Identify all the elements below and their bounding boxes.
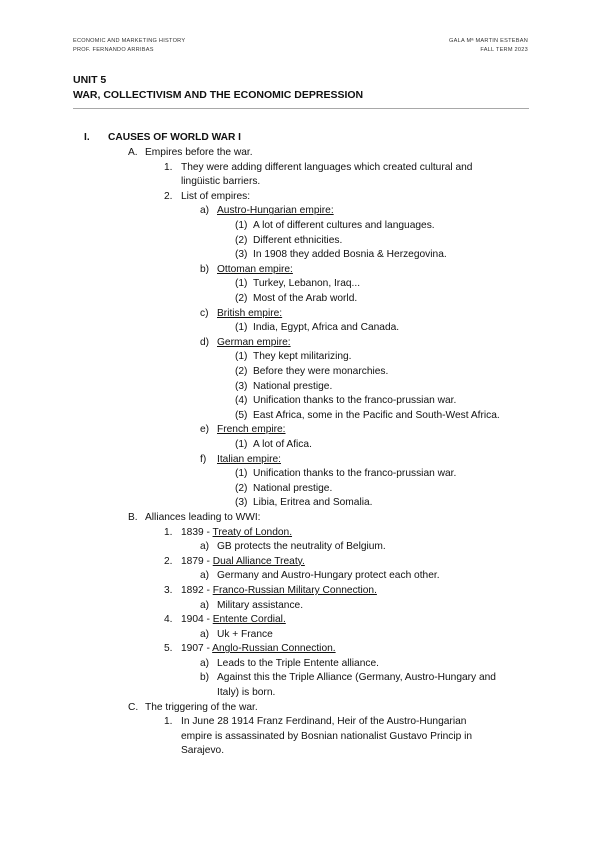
year-prefix: 1907 -	[181, 643, 213, 655]
outline-marker: a)	[200, 657, 210, 669]
outline-item	[0, 540, 600, 555]
underlined-title: Austro-Hungarian empire:	[217, 205, 334, 217]
outline-item	[0, 161, 600, 176]
outline-text	[108, 131, 241, 146]
outline-item	[0, 511, 600, 526]
outline-text	[217, 336, 291, 351]
underlined-title: Treaty of London.	[212, 526, 293, 538]
outline-marker: (1)	[235, 278, 248, 290]
underlined-title: Anglo-Russian Connection.	[212, 643, 336, 655]
outline-item	[0, 248, 600, 263]
outline-marker: f)	[200, 453, 207, 465]
underlined-title: Dual Alliance Treaty.	[212, 555, 305, 567]
underlined-title: French empire:	[217, 424, 286, 436]
outline-text	[253, 482, 332, 497]
outline-marker: (2)	[235, 234, 248, 246]
outline-marker: a)	[200, 599, 210, 611]
item-text: Turkey, Lebanon, Iraq...	[253, 278, 361, 290]
outline-item	[0, 584, 600, 599]
outline-marker: (2)	[235, 293, 248, 305]
outline-item	[0, 394, 600, 409]
outline-text	[253, 496, 372, 511]
outline-text	[253, 219, 435, 234]
outline-item	[0, 263, 600, 278]
outline-item	[0, 131, 600, 146]
year-prefix: 1879 -	[181, 555, 213, 567]
outline-item	[0, 307, 600, 322]
item-text: National prestige.	[253, 482, 333, 494]
outline-text	[253, 409, 500, 424]
outline-marker: A.	[128, 147, 138, 159]
outline-item	[0, 642, 600, 657]
outline-marker: 1.	[164, 716, 173, 728]
item-text: Libia, Eritrea and Somalia.	[253, 497, 373, 509]
outline-marker: (3)	[235, 380, 248, 392]
outline-item	[0, 146, 600, 161]
outline-marker: 2.	[164, 190, 173, 202]
outline-item	[0, 730, 600, 745]
outline-item	[0, 526, 600, 541]
outline-text	[253, 292, 357, 307]
student-name: GALA Mª MARTIN ESTEBAN	[449, 38, 528, 44]
outline-marker: (1)	[235, 438, 248, 450]
outline-item	[0, 292, 600, 307]
outline-text	[253, 277, 360, 292]
outline-item	[0, 569, 600, 584]
outline-text	[181, 161, 472, 176]
outline-text	[217, 628, 273, 643]
outline-text	[217, 453, 281, 468]
outline-item	[0, 234, 600, 249]
outline-text	[217, 657, 379, 672]
outline-marker: (2)	[235, 482, 248, 494]
outline-marker: B.	[128, 511, 138, 523]
student-header	[449, 37, 528, 55]
outline-text	[181, 190, 250, 205]
outline-text	[217, 671, 496, 686]
outline-item	[0, 555, 600, 570]
outline-text	[253, 234, 342, 249]
outline-text	[181, 526, 292, 541]
item-text: East Africa, some in the Pacific and South-West Africa.	[253, 409, 500, 421]
outline-item	[0, 350, 600, 365]
outline-marker: (1)	[235, 351, 248, 363]
outline-marker: 4.	[164, 614, 173, 626]
year-prefix: 1839 -	[181, 526, 213, 538]
item-text: Most of the Arab world.	[253, 293, 358, 305]
item-text: Uk + France	[217, 628, 273, 640]
course-header	[73, 37, 185, 55]
item-text: A lot of Afica.	[253, 438, 312, 450]
outline-marker: d)	[200, 336, 210, 348]
underlined-title: British empire:	[217, 307, 283, 319]
item-text: In June 28 1914 Franz Ferdinand, Heir of the Austro-Hungarian	[181, 716, 467, 728]
outline-item	[0, 438, 600, 453]
item-text: The triggering of the war.	[145, 701, 258, 713]
outline-marker: 1.	[164, 526, 173, 538]
outline-text	[253, 350, 352, 365]
item-text: Germany and Austro-Hungary protect each other.	[217, 570, 440, 582]
underlined-title: Italian empire:	[217, 453, 281, 465]
outline-item	[0, 744, 600, 759]
outline-text	[181, 715, 466, 730]
outline-text	[181, 642, 336, 657]
outline-text	[217, 307, 282, 322]
outline-item	[0, 175, 600, 190]
outline-marker: (1)	[235, 220, 248, 232]
outline	[0, 131, 600, 759]
outline-text	[253, 380, 332, 395]
item-text: Unification thanks to the franco-prussian war.	[253, 468, 457, 480]
outline-item	[0, 628, 600, 643]
outline-item	[0, 409, 600, 424]
outline-item	[0, 613, 600, 628]
item-text: List of empires:	[181, 190, 251, 202]
item-text: Against this the Triple Alliance (Germany, Austro-Hungary and	[217, 672, 496, 684]
outline-text	[181, 613, 286, 628]
outline-text	[181, 730, 472, 745]
outline-item	[0, 190, 600, 205]
outline-text	[145, 146, 253, 161]
outline-item	[0, 686, 600, 701]
item-text: Sarajevo.	[181, 745, 225, 757]
outline-text	[181, 175, 260, 190]
item-text: Unification thanks to the franco-prussian war.	[253, 395, 457, 407]
outline-item	[0, 336, 600, 351]
outline-text	[253, 365, 388, 380]
outline-text	[145, 701, 258, 716]
item-text: CAUSES OF WORLD WAR I	[108, 132, 241, 143]
outline-item	[0, 657, 600, 672]
outline-item	[0, 423, 600, 438]
course-name: ECONOMIC AND MARKETING HISTORY	[73, 38, 186, 44]
outline-item	[0, 277, 600, 292]
outline-marker: b)	[200, 263, 210, 275]
underlined-title: German empire:	[217, 336, 291, 348]
outline-item	[0, 467, 600, 482]
outline-marker: a)	[200, 541, 210, 553]
horizontal-divider	[73, 108, 529, 109]
item-text: lingüistic barriers.	[181, 176, 261, 188]
item-text: Alliances leading to WWI:	[145, 511, 261, 523]
outline-text	[145, 511, 261, 526]
outline-item	[0, 701, 600, 716]
item-text: Empires before the war.	[145, 147, 253, 159]
item-text: India, Egypt, Africa and Canada.	[253, 322, 400, 334]
outline-text	[217, 263, 293, 278]
outline-marker: a)	[200, 628, 210, 640]
outline-marker: b)	[200, 672, 210, 684]
outline-marker: C.	[128, 701, 139, 713]
outline-item	[0, 321, 600, 336]
item-text: Military assistance.	[217, 599, 304, 611]
outline-text	[217, 569, 440, 584]
outline-marker: (4)	[235, 395, 248, 407]
outline-text	[181, 584, 377, 599]
outline-text	[217, 423, 286, 438]
outline-marker: (1)	[235, 322, 248, 334]
professor-name: PROF. FERNANDO ARRIBAS	[73, 47, 154, 53]
outline-text	[181, 555, 305, 570]
outline-text	[217, 686, 275, 701]
outline-item	[0, 496, 600, 511]
item-text: In 1908 they added Bosnia & Herzegovina.	[253, 249, 447, 261]
item-text: empire is assassinated by Bosnian nationalist Gustavo Princip in	[181, 730, 473, 742]
outline-marker: I.	[84, 132, 90, 143]
outline-text	[217, 599, 303, 614]
unit-number: UNIT 5	[73, 74, 107, 86]
outline-item	[0, 204, 600, 219]
underlined-title: Entente Cordial.	[212, 614, 286, 626]
outline-text	[253, 321, 399, 336]
outline-text	[253, 394, 456, 409]
outline-item	[0, 380, 600, 395]
outline-item	[0, 599, 600, 614]
item-text: GB protects the neutrality of Belgium.	[217, 541, 386, 553]
outline-item	[0, 715, 600, 730]
item-text: They kept militarizing.	[253, 351, 352, 363]
item-text: Before they were monarchies.	[253, 366, 389, 377]
outline-marker: 5.	[164, 643, 173, 655]
outline-item	[0, 219, 600, 234]
outline-text	[253, 248, 447, 263]
item-text: They were adding different languages which created cultural and	[181, 161, 473, 173]
outline-item	[0, 365, 600, 380]
outline-text	[253, 467, 456, 482]
outline-marker: (5)	[235, 409, 248, 421]
outline-marker: (3)	[235, 497, 248, 509]
outline-text	[217, 540, 386, 555]
outline-marker: e)	[200, 424, 210, 436]
outline-item	[0, 671, 600, 686]
outline-marker: a)	[200, 205, 210, 217]
unit-title: WAR, COLLECTIVISM AND THE ECONOMIC DEPRESSION	[73, 89, 364, 101]
outline-marker: c)	[200, 307, 209, 319]
item-text: Italy) is born.	[217, 687, 276, 699]
outline-marker: 3.	[164, 584, 173, 596]
unit-heading	[73, 73, 363, 103]
outline-item	[0, 482, 600, 497]
underlined-title: Franco-Russian Military Connection.	[212, 584, 377, 596]
outline-text	[253, 438, 312, 453]
outline-marker: (2)	[235, 366, 248, 377]
underlined-title: Ottoman empire:	[217, 263, 293, 275]
item-text: National prestige.	[253, 380, 333, 392]
item-text: A lot of different cultures and languages.	[253, 220, 435, 232]
outline-text	[217, 204, 334, 219]
year-prefix: 1904 -	[181, 614, 213, 626]
outline-marker: (3)	[235, 249, 248, 261]
term-label: FALL TERM 2023	[480, 47, 528, 53]
item-text: Different ethnicities.	[253, 234, 343, 246]
year-prefix: 1892 -	[181, 584, 213, 596]
outline-item	[0, 453, 600, 468]
outline-marker: a)	[200, 570, 210, 582]
outline-text	[181, 744, 224, 759]
outline-marker: (1)	[235, 468, 248, 480]
outline-marker: 2.	[164, 555, 173, 567]
item-text: Leads to the Triple Entente alliance.	[217, 657, 379, 669]
outline-marker: 1.	[164, 161, 173, 173]
